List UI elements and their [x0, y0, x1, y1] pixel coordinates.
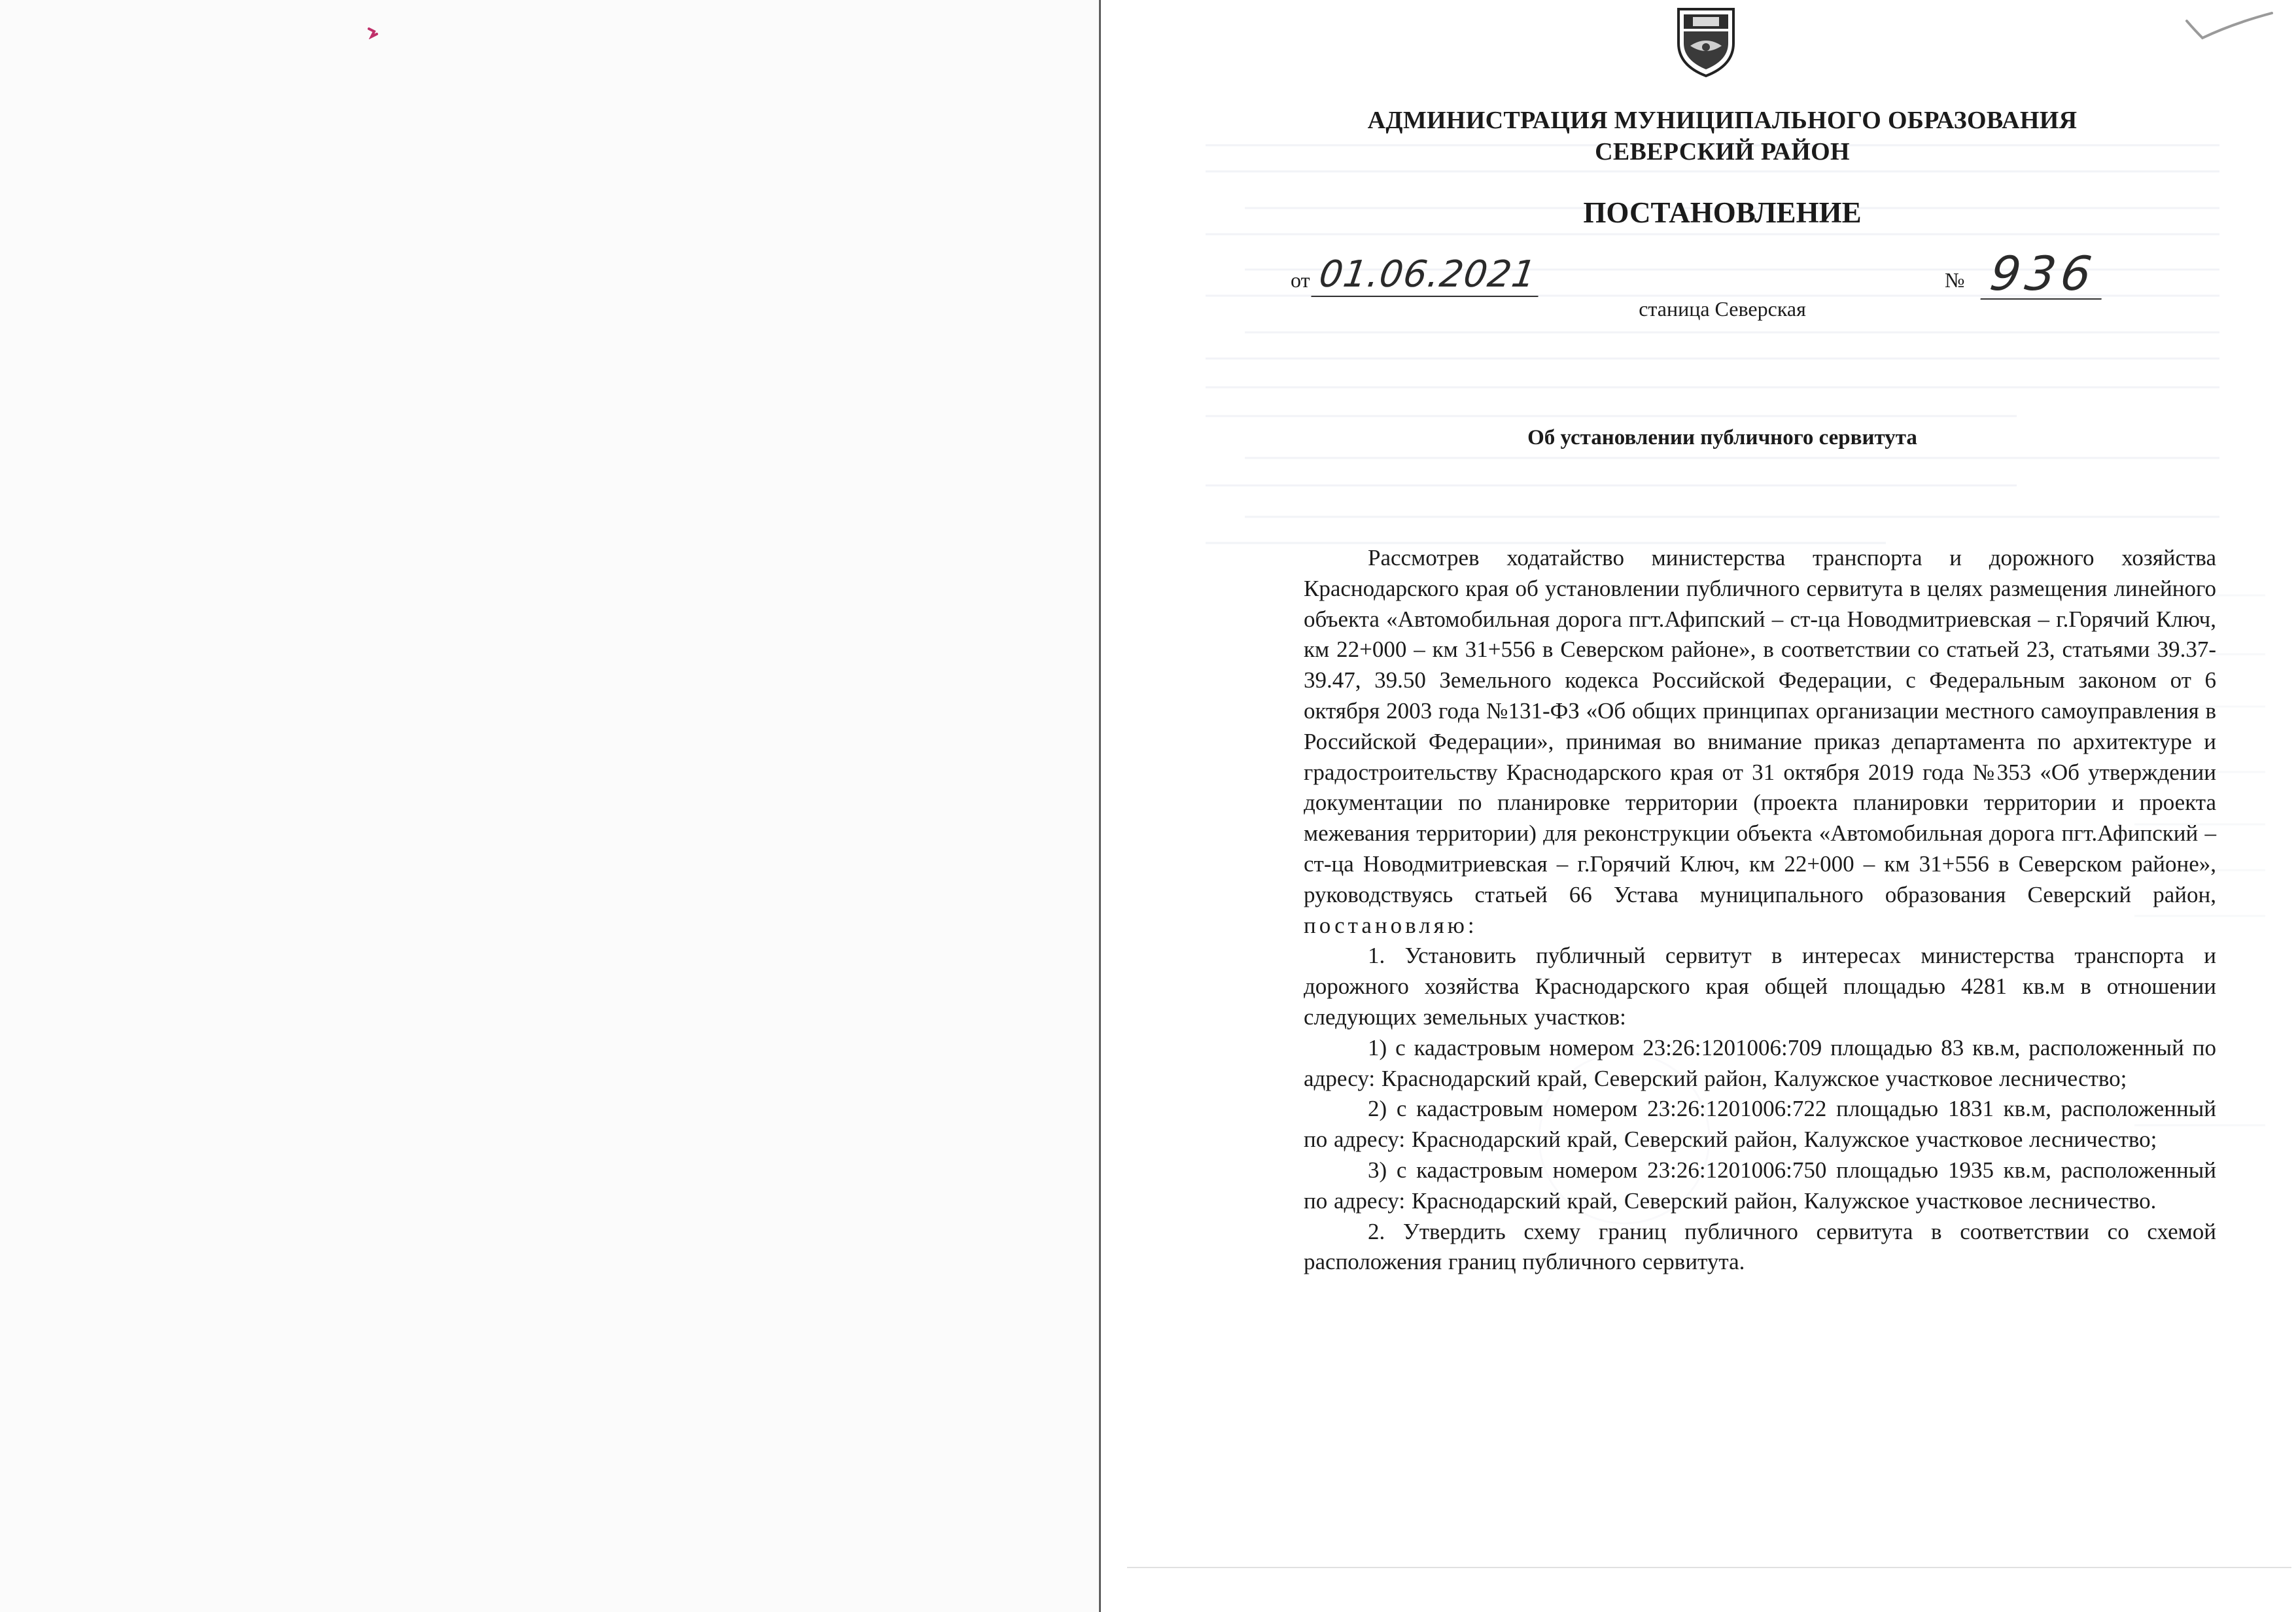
place-of-issue: станица Северская: [1639, 297, 1806, 321]
number-prefix: №: [1945, 268, 1965, 292]
organization-name-line1: АДМИНИСТРАЦИЯ МУНИЦИПАЛЬНОГО ОБРАЗОВАНИЯ: [1367, 107, 2078, 134]
item-1-1-paragraph: 1) с кадастровым номером 23:26:1201006:709 площадью 83 кв.м, расположенный по адресу: Краснодарский край, Северский район, Калужское участковое лесничество;: [1304, 1034, 2216, 1091]
document-body: [1304, 543, 2216, 1278]
resolve-word: постановляю:: [1304, 912, 1478, 938]
preamble-text: Рассмотрев ходатайство министерства транспорта и дорожного хозяйства Краснодарского края об установлении публичного сервитута в целях размещения линейного объекта «Автомобильная дорога пгт.Афипский – ст-ца Новодмитриевская – г.Горячий Ключ, км 22+000 – км 31+556 в Северском районе», в соответствии со статьей 23, статьями 39.37-39.47, 39.50 Земельного кодекса Российской Федерации, с Федеральным законом от 6 октября 2003 года №131-ФЗ «Об общих принципах организации местного самоуправления в Российской Федерации», принимая во внимание приказ департамента по архитектуре и градостроительству Краснодарского края от 31 октября 2019 года №353 «Об утверждении документации по планировке территории (проекта планировки территории и проекта межевания территории) для реконструкции объекта «Автомобильная дорога пгт.Афипский – ст-ца Новодмитриевская – г.Горячий Ключ, км 22+000 – км 31+556 в Северском районе», руководствуясь статьей 66 Устава муниципального образования Северский район,: [1304, 545, 2216, 907]
organization-name: [1251, 105, 2193, 167]
date-number-row: [1291, 246, 2206, 301]
handwritten-date: 01.06.2021: [1311, 254, 1544, 297]
document-type: ПОСТАНОВЛЕНИЕ: [1583, 196, 1862, 229]
check-mark-icon: [2174, 9, 2278, 48]
document-subject: Об установлении публичного сервитута: [1527, 426, 1917, 449]
handwritten-number: 936: [1981, 249, 2109, 300]
coat-of-arms-icon: [1667, 5, 1745, 79]
item-1-3-paragraph: 3) с кадастровым номером 23:26:1201006:750 площадью 1935 кв.м, расположенный по адресу: Краснодарский край, Северский район, Калужское участковое лесничество.: [1304, 1157, 2216, 1214]
item-1-2-paragraph: 2) с кадастровым номером 23:26:1201006:722 площадью 1831 кв.м, расположенный по адресу: Краснодарский край, Северский район, Калужское участковое лесничество;: [1304, 1096, 2216, 1153]
preamble-paragraph: [1304, 543, 2216, 941]
item-2-paragraph: 2. Утвердить схему границ публичного сервитута в соответствии со схемой расположения границ публичного сервитута.: [1304, 1218, 2216, 1275]
ink-mark-icon: [366, 25, 381, 39]
blank-left-page: [0, 0, 1099, 1612]
date-prefix: от: [1291, 268, 1310, 292]
document-page: [1099, 0, 2296, 1612]
item-1-paragraph: 1. Установить публичный сервитут в интересах министерства транспорта и дорожного хозяйства Краснодарского края общей площадью 4281 кв.м в отношении следующих земельных участков:: [1304, 943, 2216, 1030]
organization-name-line2: СЕВЕРСКИЙ РАЙОН: [1595, 138, 1850, 166]
